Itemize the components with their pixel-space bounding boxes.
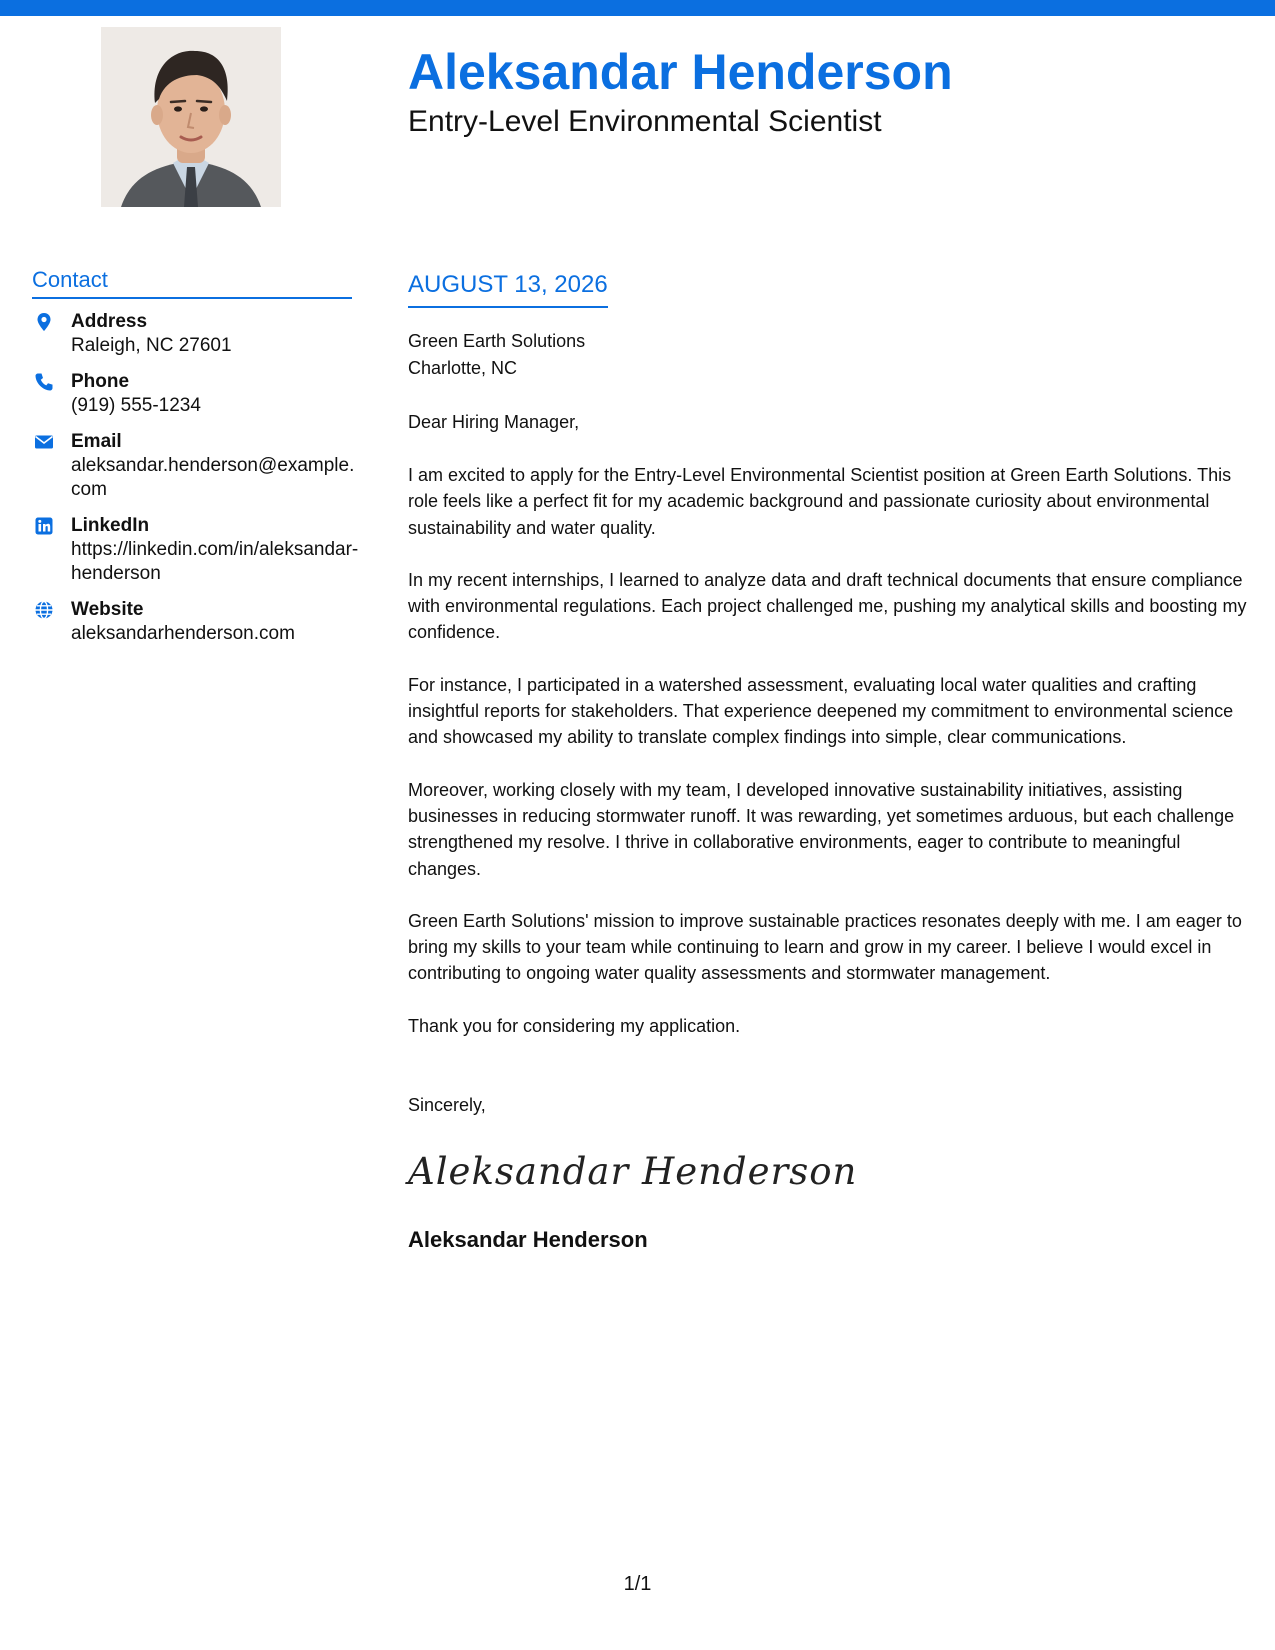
letter-closing: Sincerely, [408,1095,486,1116]
contact-phone-label: Phone [71,371,130,392]
contact-linkedin-value[interactable]: https://linkedin.com/in/aleksandar-henderson [71,539,359,584]
contact-heading: Contact [32,266,352,299]
recipient-block [408,328,1258,382]
letter-paragraph: In my recent internships, I learned to analyze data and draft technical documents that ensure compliance with environmental regulations. Each project challenged me, pushing my analytical skills and boosting my confidence. [408,569,1247,643]
contact-email-label: Email [71,431,122,452]
linkedin-icon [34,516,54,536]
phone-icon [34,372,54,392]
contact-linkedin [32,514,359,586]
salutation: Dear Hiring Manager, [408,412,580,432]
contact-email-value[interactable]: aleksandar.henderson@example.com [71,455,355,500]
contact-phone [32,370,352,418]
contact-address-label: Address [71,311,148,332]
page-number: 1/1 [623,1573,652,1595]
contact-website-value[interactable]: aleksandarhenderson.com [71,623,295,644]
letter-paragraph: Moreover, working closely with my team, I developed innovative sustainability initiatives, assisting businesses in reducing stormwater runoff. It was rewarding, yet sometimes arduous, but each challenge strengthened my resolve. I thrive in collaborative environments, eager to contribute to meaningful changes. [408,779,1235,879]
letter-paragraph: Thank you for considering my application. [408,1015,741,1036]
recipient-company: Green Earth Solutions [408,331,586,351]
contact-website-label: Website [71,599,144,620]
letter-body [408,270,1258,1254]
contact-linkedin-label: LinkedIn [71,515,150,536]
recipient-location: Charlotte, NC [408,358,518,378]
applicant-job-title: Entry-Level Environmental Scientist [408,105,882,138]
handwritten-signature: Aleksandar Henderson [408,1150,858,1194]
contact-address-value: Raleigh, NC 27601 [71,335,232,356]
map-pin-icon [34,312,54,332]
top-accent-bar [0,0,1275,16]
contact-email [32,430,355,502]
contact-phone-value: (919) 555-1234 [71,395,201,416]
envelope-icon [34,432,54,452]
contact-address [32,310,352,358]
letter-paragraph: For instance, I participated in a watershed assessment, evaluating local water qualities and crafting insightful reports for stakeholders. That experience deepened my commitment to environmental science and showcased my ability to translate complex findings into simple, clear communications. [408,674,1234,748]
contact-sidebar [32,266,359,658]
globe-icon [34,600,54,620]
profile-photo [101,27,281,207]
contact-website [32,598,352,646]
signed-name: Aleksandar Henderson [408,1227,648,1253]
letter-paragraph: I am excited to apply for the Entry-Level Environmental Scientist position at Green Earth Solutions. This role feels like a perfect fit for my academic background and passionate curiosity about environmental sustainability and water quality. [408,465,1232,538]
letter-paragraph: Green Earth Solutions' mission to improve sustainable practices resonates deeply with me. I am eager to bring my skills to your team while continuing to learn and grow in my career. I believe I would excel in contributing to ongoing water quality assessments and stormwater management. [408,910,1242,984]
applicant-name: Aleksandar Henderson [408,44,953,100]
letter-date: AUGUST 13, 2026 [408,270,608,308]
